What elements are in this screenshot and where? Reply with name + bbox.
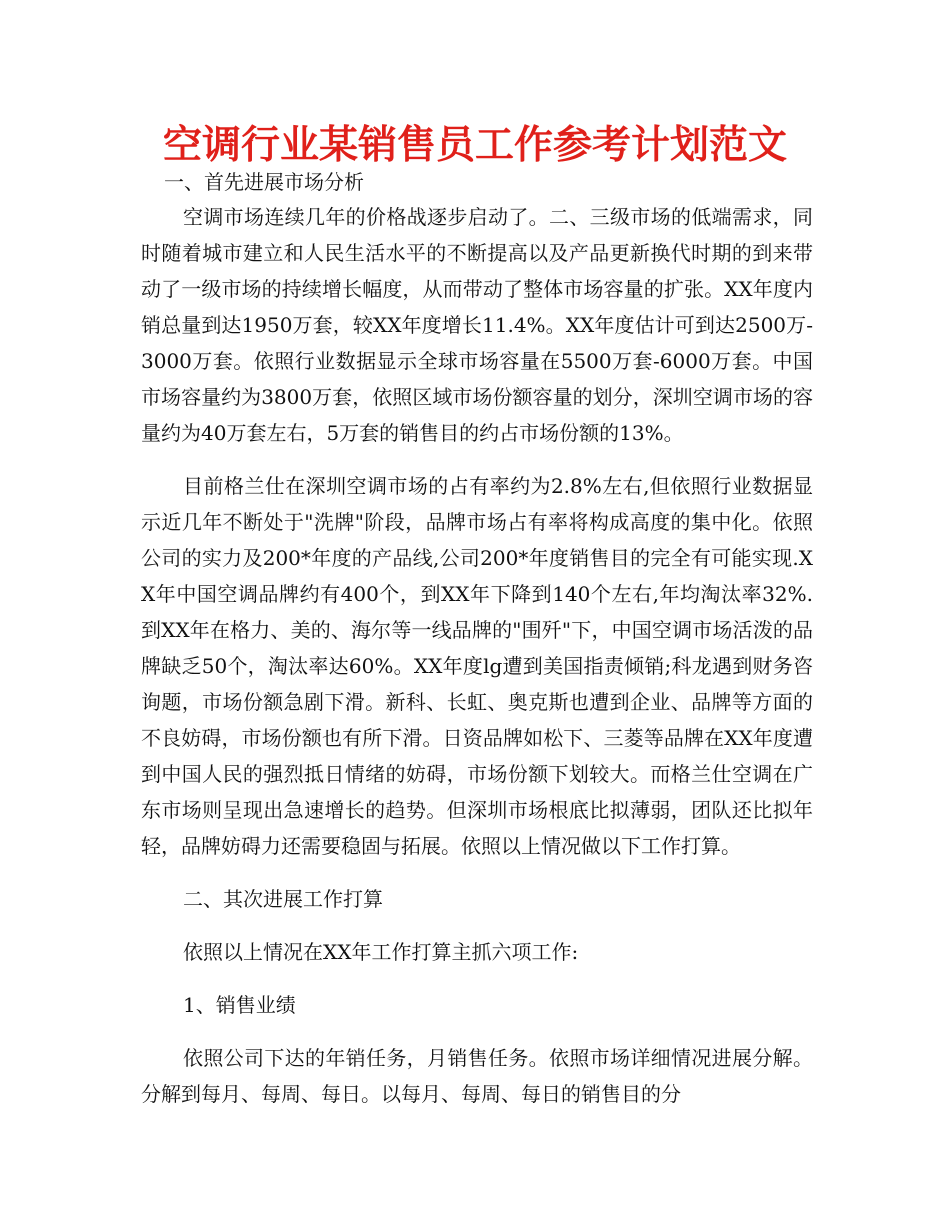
paragraph-sales-tasks: 依照公司下达的年销任务，月销售任务。依照市场详细情况进展分解。分解到每月、每周、每日。以每月、每周、每日的销售目的分 <box>141 1046 813 1106</box>
sub-heading-sales-performance: 1、销售业绩 <box>183 993 296 1017</box>
document-title: 空调行业某销售员工作参考计划范文 <box>162 123 787 168</box>
document-body <box>141 199 813 1112</box>
section-heading-market-analysis: 一、首先进展市场分析 <box>164 170 364 194</box>
paragraph-brand-analysis: 目前格兰仕在深圳空调市场的占有率约为2.8%左右,但依照行业数据显示近几年不断处于"洗牌"阶段，品牌市场占有率将构成高度的集中化。依照公司的实力及200*年度的产品线,公司200*年度销售目的完全有可能实现.XX年中国空调品牌约有400个，到XX年下降到140个左右,年均淘汰率32%.到XX年在格力、美的、海尔等一线品牌的"围歼"下，中国空调市场活泼的品牌缺乏50个，淘汰率达60%。XX年度lg遭到美国指责倾销;科龙遇到财务咨询题，市场份额急剧下滑。新科、长虹、奥克斯也遭到企业、品牌等方面的不良妨碍，市场份额也有所下滑。日资品牌如松下、三菱等品牌在XX年度遭到中国人民的强烈抵日情绪的妨碍，市场份额下划较大。而格兰仕空调在广东市场则呈现出急速增长的趋势。但深圳市场根底比拟薄弱，团队还比拟年轻，品牌妨碍力还需要稳固与拓展。依照以上情况做以下工作打算。 <box>141 474 813 858</box>
work-plan-intro: 依照以上情况在XX年工作打算主抓六项工作: <box>183 940 579 964</box>
paragraph-market-overview: 空调市场连续几年的价格战逐步启动了。二、三级市场的低端需求，同时随着城市建立和人民生活水平的不断提高以及产品更新换代时期的到来带动了一级市场的持续增长幅度，从而带动了整体市场容量的扩张。XX年度内销总量到达1950万套，较XX年度增长11.4%。XX年度估计可到达2500万-3000万套。依照行业数据显示全球市场容量在5500万套-6000万套。中国市场容量约为3800万套，依照区域市场份额容量的划分，深圳空调市场的容量约为40万套左右，5万套的销售目的约占市场份额的13%。 <box>141 205 813 445</box>
section-heading-work-plan: 二、其次进展工作打算 <box>183 887 383 911</box>
